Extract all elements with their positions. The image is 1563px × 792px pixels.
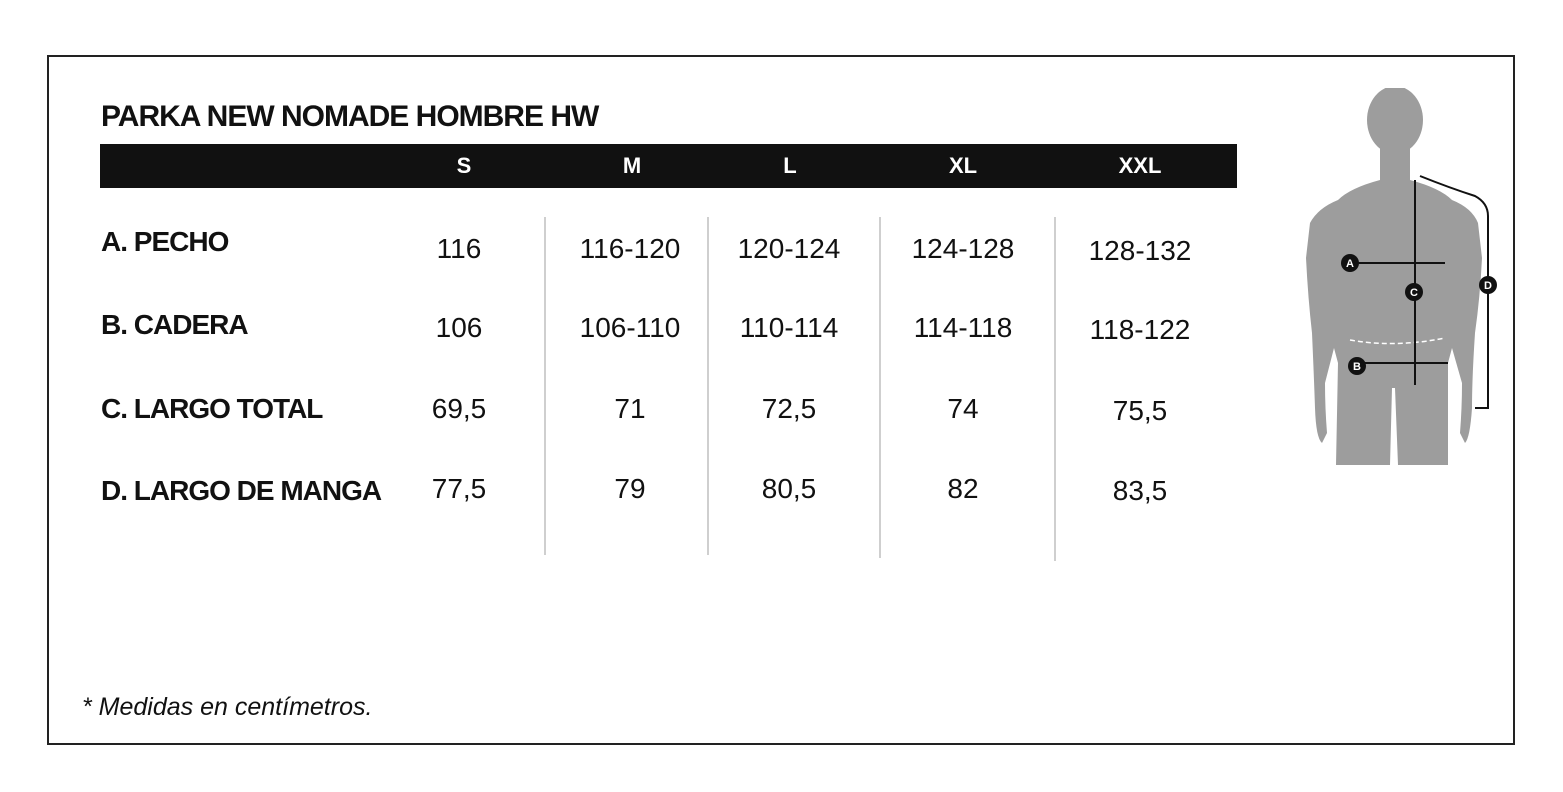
size-header-m: M — [622, 153, 642, 178]
cell-pecho-m: 116-120 — [579, 233, 681, 264]
size-header-xxl: XXL — [1118, 153, 1162, 178]
svg-text:B: B — [1353, 361, 1361, 373]
marker-a-icon — [1341, 254, 1359, 272]
marker-d-icon — [1479, 276, 1497, 294]
row-label-largo-total: C. LARGO TOTAL — [101, 393, 323, 424]
cell-largo-manga-l: 80,5 — [761, 473, 817, 504]
cell-pecho-xxl: 128-132 — [1088, 235, 1192, 266]
cell-cadera-s: 106 — [435, 312, 483, 343]
cell-largo-total-m: 71 — [614, 393, 646, 424]
marker-c-icon — [1405, 283, 1423, 301]
cell-cadera-xxl: 118-122 — [1089, 314, 1191, 345]
marker-b-icon — [1348, 357, 1366, 375]
svg-text:A: A — [1346, 258, 1354, 270]
cell-largo-total-l: 72,5 — [761, 393, 817, 424]
column-divider — [544, 217, 546, 555]
size-header-s: S — [456, 153, 472, 178]
measurement-note: * Medidas en centímetros. — [82, 693, 373, 721]
body-measurement-figure — [1300, 88, 1510, 473]
cell-largo-manga-s: 77,5 — [431, 473, 487, 504]
body-silhouette-icon — [1306, 88, 1482, 465]
cell-largo-manga-xxl: 83,5 — [1112, 475, 1168, 506]
chart-title: PARKA NEW NOMADE HOMBRE HW — [101, 100, 599, 133]
cell-cadera-m: 106-110 — [579, 312, 681, 343]
cell-largo-manga-xl: 82 — [947, 473, 979, 504]
cell-cadera-xl: 114-118 — [913, 312, 1013, 343]
cell-largo-manga-m: 79 — [614, 473, 646, 504]
column-divider — [879, 217, 881, 558]
row-label-largo-de-manga: D. LARGO DE MANGA — [101, 475, 382, 506]
svg-text:D: D — [1484, 280, 1492, 292]
svg-text:C: C — [1410, 287, 1418, 299]
cell-largo-total-xxl: 75,5 — [1112, 395, 1168, 426]
cell-pecho-s: 116 — [436, 233, 482, 264]
row-label-cadera: B. CADERA — [101, 309, 248, 340]
cell-cadera-l: 110-114 — [739, 312, 839, 343]
cell-pecho-xl: 124-128 — [911, 233, 1015, 264]
cell-largo-total-s: 69,5 — [431, 393, 487, 424]
size-header-l: L — [783, 153, 797, 178]
row-label-pecho: A. PECHO — [101, 226, 229, 257]
cell-pecho-l: 120-124 — [737, 233, 841, 264]
cell-largo-total-xl: 74 — [947, 393, 979, 424]
size-header-xl: XL — [948, 153, 978, 178]
column-divider — [1054, 217, 1056, 561]
size-header-bar — [100, 144, 1237, 188]
